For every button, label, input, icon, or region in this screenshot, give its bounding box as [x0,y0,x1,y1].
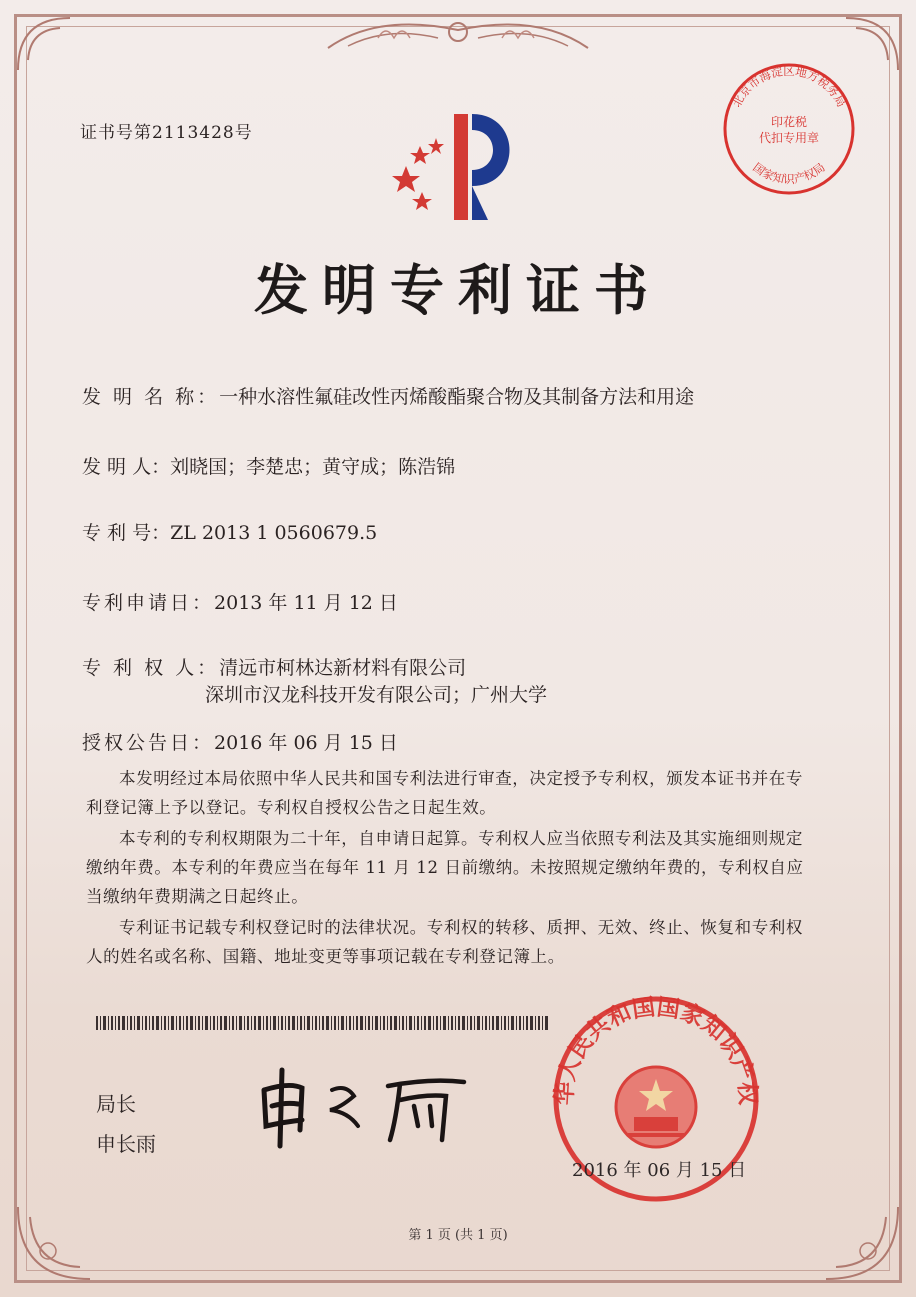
body-paragraph-1: 本发明经过本局依照中华人民共和国专利法进行审查，决定授予专利权，颁发本证书并在专利登记簿上予以登记。专利权自授权公告之日起生效。 [86,769,803,817]
tax-seal-top-text: 北京市海淀区地方税务局 [729,64,849,110]
grant-date-value: 2016 年 06 月 15 日 [214,732,398,754]
certificate-number: 证书号第2113428号 [80,123,253,143]
invention-name-label: 发 明 名 称： [82,386,220,408]
inventor-value: 刘晓国；李楚忠；黄守成；陈浩锦 [170,456,456,478]
barcode [96,1015,548,1029]
svg-text:北京市海淀区地方税务局 [729,64,848,109]
director-signature [250,1060,480,1150]
body-paragraph-2: 本专利的专利权期限为二十年，自申请日起算。专利权人应当依照专利法及其实施细则规定缴纳年费。本专利的年费应当在每年 11 月 12 日前缴纳。未按照规定缴纳年费的，专利权自应当缴纳年费期满之日起终止。 [86,829,804,906]
patent-holder-value-2: 深圳市汉龙科技开发有限公司；广州大学 [205,684,548,706]
corner-ornament-br [822,1203,902,1283]
certificate-title: 发明专利证书 [254,258,662,322]
patent-holder-value-1: 清远市柯林达新材料有限公司 [219,657,467,679]
grant-date-label: 授权公告日： [82,732,215,754]
tax-seal-bottom-text: 国家知识产权局 [750,160,828,186]
page-number: 第 1 页 (共 1 页) [408,1228,508,1243]
certificate-body [86,764,806,973]
application-date-value: 2013 年 11 月 12 日 [214,592,398,614]
patent-number-value: ZL 2013 1 0560679.5 [170,522,378,544]
body-paragraph-3: 专利证书记载专利权登记时的法律状况。专利权的转移、质押、无效、终止、恢复和专利权人的姓名或名称、国籍、地址变更等事项记载在专利登记簿上。 [86,918,803,966]
patent-office-logo [392,108,532,228]
patent-holder-field [82,653,466,680]
svg-text:国家知识产权局 [750,160,827,186]
grant-date-field [82,728,398,755]
corner-ornament-tl [14,14,74,74]
director-title: 局长 [96,1092,136,1116]
tax-seal [722,62,856,196]
invention-name-value: 一种水溶性氟硅改性丙烯酸酯聚合物及其制备方法和用途 [219,386,695,408]
director-name: 申长雨 [96,1132,156,1156]
top-ornament [318,8,598,58]
tax-seal-center-1: 印花税 [770,115,808,129]
corner-ornament-bl [14,1203,94,1283]
application-date-label: 专利申请日： [82,592,215,614]
issue-date: 2016 年 06 月 15 日 [572,1160,747,1181]
patent-holder-field-2 [205,680,547,707]
invention-name-field [82,382,694,409]
inventor-label: 发 明 人： [82,456,171,478]
patent-holder-label: 专 利 权 人： [82,657,220,679]
patent-number-field [82,518,377,545]
tax-seal-center-2: 代扣专用章 [758,131,820,145]
application-date-field [82,588,398,615]
patent-number-label: 专 利 号： [82,522,171,544]
inventor-field [82,452,455,479]
official-seal-text: 华人民共和国国家知识产权 [552,995,760,1106]
